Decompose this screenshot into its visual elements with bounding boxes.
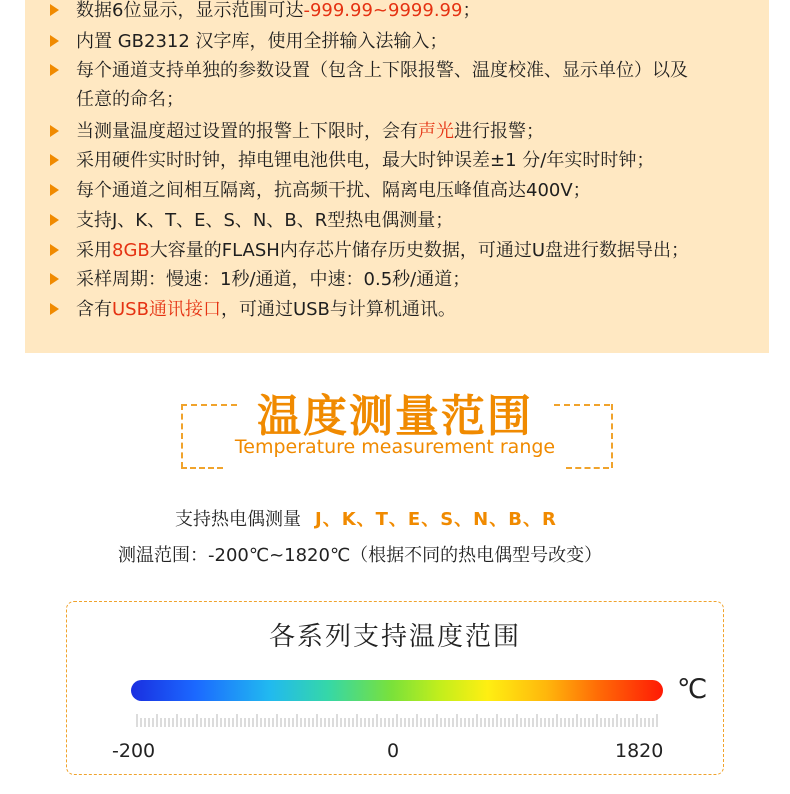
bullet-arrow-icon <box>50 303 59 315</box>
bullet-arrow-icon <box>50 244 59 256</box>
feature-text-part: 每个通道支持单独的参数设置（包含上下限报警、温度校准、显示单位）以及 <box>76 60 688 81</box>
feature-text <box>76 0 480 25</box>
bullet-arrow-icon <box>50 35 59 47</box>
feature-text-part: ，可通过USB与计算机通讯。 <box>220 299 456 320</box>
bullet-arrow-icon <box>50 154 59 166</box>
title-frame-bottom-left <box>181 467 223 469</box>
bullet-arrow-icon <box>50 64 59 76</box>
feature-text <box>76 27 448 56</box>
unit-label: ℃ <box>677 674 708 705</box>
feature-text-part: 采用硬件实时时钟，掉电锂电池供电，最大时钟误差±1 分/年实时时钟； <box>76 150 655 171</box>
feature-highlight: -999.99~9999.99 <box>303 0 463 21</box>
feature-text-part: 大容量的FLASH内存芯片储存历史数据，可通过U盘进行数据导出； <box>149 240 689 261</box>
range-text: 测温范围：-200℃~1820℃（根据不同的热电偶型号改变） <box>118 545 603 566</box>
temperature-gradient-bar <box>131 680 663 701</box>
thermocouple-types: J、K、T、E、S、N、B、R <box>315 509 557 530</box>
bullet-arrow-icon <box>50 184 59 196</box>
feature-text <box>76 85 184 114</box>
feature-text <box>76 206 453 235</box>
feature-text-part: 采用 <box>76 240 112 261</box>
support-line <box>175 505 557 531</box>
feature-text-part: 采样周期：慢速：1秒/通道，中速：0.5秒/通道； <box>76 269 471 290</box>
feature-text-part: 每个通道之间相互隔离，抗高频干扰、隔离电压峰值高达400V； <box>76 180 591 201</box>
feature-text-part: 进行报警； <box>454 121 544 142</box>
feature-text-part: 数据6位显示，显示范围可达 <box>76 0 304 21</box>
feature-highlight: 声光 <box>418 121 454 142</box>
range-card-title: 各系列支持温度范围 <box>268 622 521 652</box>
title-frame-bottom-right <box>566 467 609 469</box>
feature-text <box>76 146 654 175</box>
feature-text-part: 内置 GB2312 汉字库，使用全拼输入法输入； <box>76 31 448 52</box>
feature-text <box>76 265 470 294</box>
feature-text-part: 支持J、K、T、E、S、N、B、R型热电偶测量； <box>76 210 454 231</box>
features-panel <box>25 0 769 353</box>
scale-min-label: -200 <box>112 740 156 762</box>
scale-ruler <box>135 712 659 728</box>
bullet-arrow-icon <box>50 214 59 226</box>
feature-text <box>76 295 456 324</box>
section-subtitle: Temperature measurement range <box>234 436 556 458</box>
section-title: 温度测量范围 <box>257 391 533 442</box>
feature-text <box>76 56 688 85</box>
feature-text <box>76 236 689 265</box>
feature-text <box>76 117 544 146</box>
feature-text-part: 含有 <box>76 299 112 320</box>
bullet-arrow-icon <box>50 4 59 16</box>
feature-text-part: 任意的命名； <box>76 89 184 110</box>
bullet-arrow-icon <box>50 273 59 285</box>
feature-text <box>76 176 591 205</box>
scale-max-label: 1820 <box>615 740 664 762</box>
scale-zero-label: 0 <box>387 740 400 762</box>
feature-text-part: 当测量温度超过设置的报警上下限时，会有 <box>76 121 418 142</box>
feature-highlight: 8GB <box>112 240 150 261</box>
support-label: 支持热电偶测量 <box>175 509 301 530</box>
bullet-arrow-icon <box>50 125 59 137</box>
feature-text-part: ； <box>462 0 481 21</box>
feature-highlight: USB通讯接口 <box>112 299 221 320</box>
